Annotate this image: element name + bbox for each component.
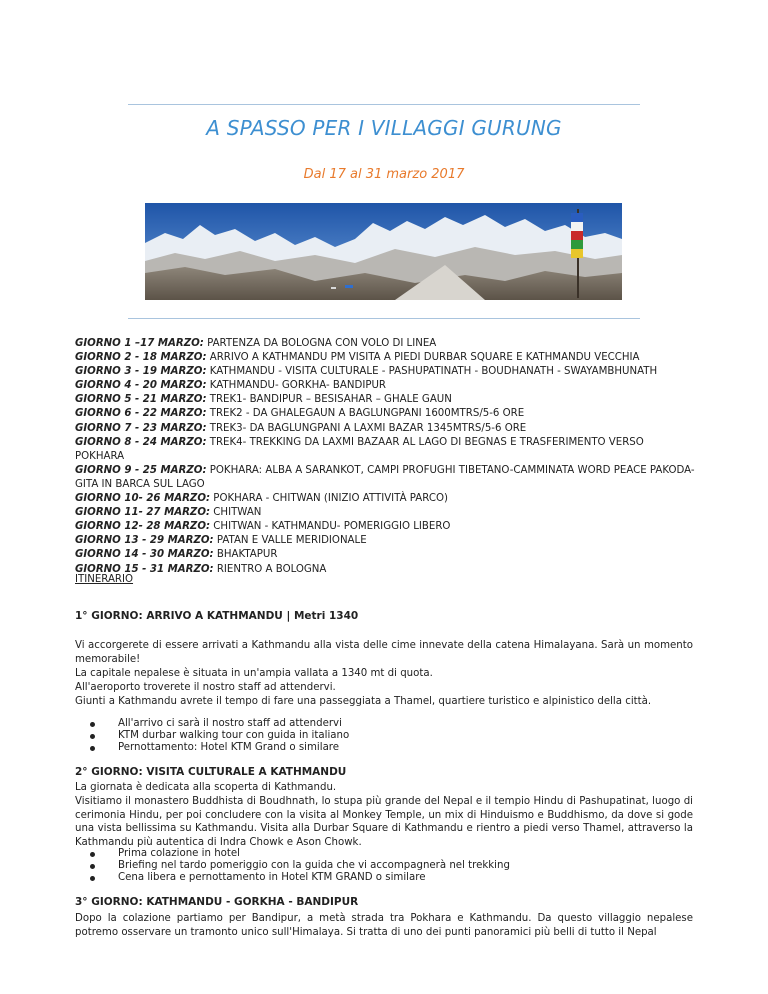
- list-item: Cena libera e pernottamento in Hotel KTM GRAND o similare: [75, 872, 510, 884]
- schedule-day: GIORNO 12- 28 MARZO:: [75, 521, 211, 533]
- dates-prefix: Dal: [303, 167, 326, 182]
- day3-paragraph: Dopo la colazione partiamo per Bandipur, a metà strada tra Pokhara e Kathmandu. Da questo villaggio nepalese potremo osservare un tramonto unico sull'Himalaya. Si tratta di uno dei punti panoramici più belli di tutto il Nepal: [75, 913, 693, 938]
- schedule-text: PATAN E VALLE MERIDIONALE: [213, 535, 367, 547]
- schedule-day: GIORNO 6 - 22 MARZO:: [75, 408, 207, 420]
- itinerary-label: ITINERARIO: [75, 574, 134, 585]
- schedule-row: [75, 365, 715, 379]
- schedule-day: GIORNO 9 - 25 MARZO:: [75, 464, 207, 476]
- schedule-day: GIORNO 5 - 21 MARZO:: [75, 394, 207, 406]
- schedule-day: GIORNO 11- 27 MARZO:: [75, 507, 211, 519]
- schedule-text: CHITWAN: [210, 507, 262, 519]
- schedule-text: CHITWAN - KATHMANDU- POMERIGGIO LIBERO: [210, 521, 451, 533]
- schedule-list: [75, 337, 715, 577]
- schedule-day: GIORNO 4 - 20 MARZO:: [75, 380, 207, 392]
- schedule-row: [75, 563, 715, 577]
- schedule-day: GIORNO 13 - 29 MARZO:: [75, 535, 214, 547]
- day1-heading: 1° GIORNO: ARRIVO A KATHMANDU | Metri 1340: [75, 610, 359, 622]
- top-divider: [128, 104, 640, 105]
- dates-range: 17 al 31 marzo 2017: [325, 167, 465, 182]
- schedule-day: GIORNO 7 - 23 MARZO:: [75, 422, 207, 434]
- schedule-day: GIORNO 8 - 24 MARZO:: [75, 436, 207, 448]
- list-item: All'arrivo ci sarà il nostro staff ad attendervi: [75, 718, 349, 730]
- day1-paragraph: Vi accorgerete di essere arrivati a Kathmandu alla vista delle cime innevate della catena Himalayana. Sarà un momento memorabile!: [75, 640, 693, 665]
- schedule-row: [75, 534, 715, 548]
- schedule-text: POKHARA - CHITWAN (INIZIO ATTIVITÀ PARCO): [210, 493, 448, 505]
- schedule-text: TREK1- BANDIPUR – BESISAHAR – GHALE GAUN: [206, 394, 452, 406]
- list-item: KTM durbar walking tour con guida in italiano: [75, 730, 349, 742]
- day1-paragraph: All'aeroporto troverete il nostro staff ad attendervi.: [75, 682, 336, 693]
- list-item: Briefing nel tardo pomeriggio con la guida che vi accompagnerà nel trekking: [75, 860, 510, 872]
- schedule-row: [75, 337, 715, 351]
- day2-bullet-list: [75, 848, 510, 884]
- schedule-day: GIORNO 14 - 30 MARZO:: [75, 549, 214, 561]
- schedule-text: PARTENZA DA BOLOGNA CON VOLO DI LINEA: [203, 338, 437, 349]
- schedule-day: GIORNO 1 –17 MARZO:: [75, 338, 204, 349]
- schedule-row: [75, 520, 715, 534]
- schedule-row: [75, 422, 715, 436]
- day1-bullet-list: [75, 718, 349, 754]
- schedule-row: [75, 436, 685, 464]
- schedule-text: RIENTRO A BOLOGNA: [213, 563, 327, 575]
- schedule-row: [75, 351, 715, 365]
- schedule-row: [75, 407, 715, 421]
- mountain-panorama-image: [145, 203, 622, 300]
- schedule-text: ARRIVO A KATHMANDU PM VISITA A PIEDI DURBAR SQUARE E KATHMANDU VECCHIA: [206, 352, 640, 364]
- trip-dates: [0, 167, 768, 182]
- schedule-row: [75, 393, 715, 407]
- document-title: A SPASSO PER I VILLAGGI GURUNG: [206, 116, 562, 140]
- bottom-divider: [128, 318, 640, 319]
- day1-paragraph: Giunti a Kathmandu avrete il tempo di fare una passeggiata a Thamel, quartiere turistico e alpinistico della città.: [75, 696, 652, 707]
- schedule-day: GIORNO 10- 26 MARZO:: [75, 493, 211, 505]
- schedule-day: GIORNO 3 - 19 MARZO:: [75, 366, 207, 378]
- day2-paragraph: La giornata è dedicata alla scoperta di Kathmandu.: [75, 782, 337, 793]
- schedule-text: TREK3- DA BAGLUNGPANI A LAXMI BAZAR 1345MTRS/5-6 ORE: [206, 422, 527, 434]
- list-item: Pernottamento: Hotel KTM Grand o similare: [75, 742, 349, 754]
- schedule-row: [75, 464, 695, 492]
- day3-heading: 3° GIORNO: KATHMANDU - GORKHA - BANDIPUR: [75, 896, 359, 908]
- schedule-row: [75, 506, 715, 520]
- schedule-text: BHAKTAPUR: [213, 549, 278, 561]
- schedule-row: [75, 492, 715, 506]
- schedule-text: KATHMANDU - VISITA CULTURALE - PASHUPATINATH - BOUDHANATH - SWAYAMBHUNATH: [206, 366, 658, 378]
- day2-heading: 2° GIORNO: VISITA CULTURALE A KATHMANDU: [75, 766, 347, 778]
- day2-paragraph: Visitiamo il monastero Buddhista di Boudhnath, lo stupa più grande del Nepal e il tempio Hindu di Pashupatinat, luogo di cerimonia Hindu, per poi concludere con la visita al Monkey Temple, un mix di Hinduismo e Buddhismo, da dove si gode una vista bellissima su Kathmandu. Visita alla Durbar Square di Kathmandu e rientro a piedi verso Thamel, attraverso la Kathmandu più autentica di Indra Chowk e Ason Chowk.: [75, 796, 693, 848]
- list-item: Prima colazione in hotel: [75, 848, 510, 860]
- schedule-row: [75, 379, 715, 393]
- day1-paragraph: La capitale nepalese è situata in un'ampia vallata a 1340 mt di quota.: [75, 668, 433, 679]
- schedule-day: GIORNO 15 - 31 MARZO:: [75, 563, 214, 575]
- schedule-text: TREK2 - DA GHALEGAUN A BAGLUNGPANI 1600MTRS/5-6 ORE: [206, 408, 525, 420]
- schedule-text: POKHARA: ALBA A SARANKOT, CAMPI PROFUGHI TIBETANO-CAMMINATA WORD PEACE PAKODA- GITA IN BARCA SUL LAGO: [75, 464, 695, 490]
- schedule-text: TREK4- TREKKING DA LAXMI BAZAAR AL LAGO DI BEGNAS E TRASFERIMENTO VERSO POKHARA: [75, 436, 644, 462]
- schedule-row: [75, 548, 715, 562]
- schedule-day: GIORNO 2 - 18 MARZO:: [75, 352, 207, 364]
- schedule-text: KATHMANDU- GORKHA- BANDIPUR: [206, 380, 387, 392]
